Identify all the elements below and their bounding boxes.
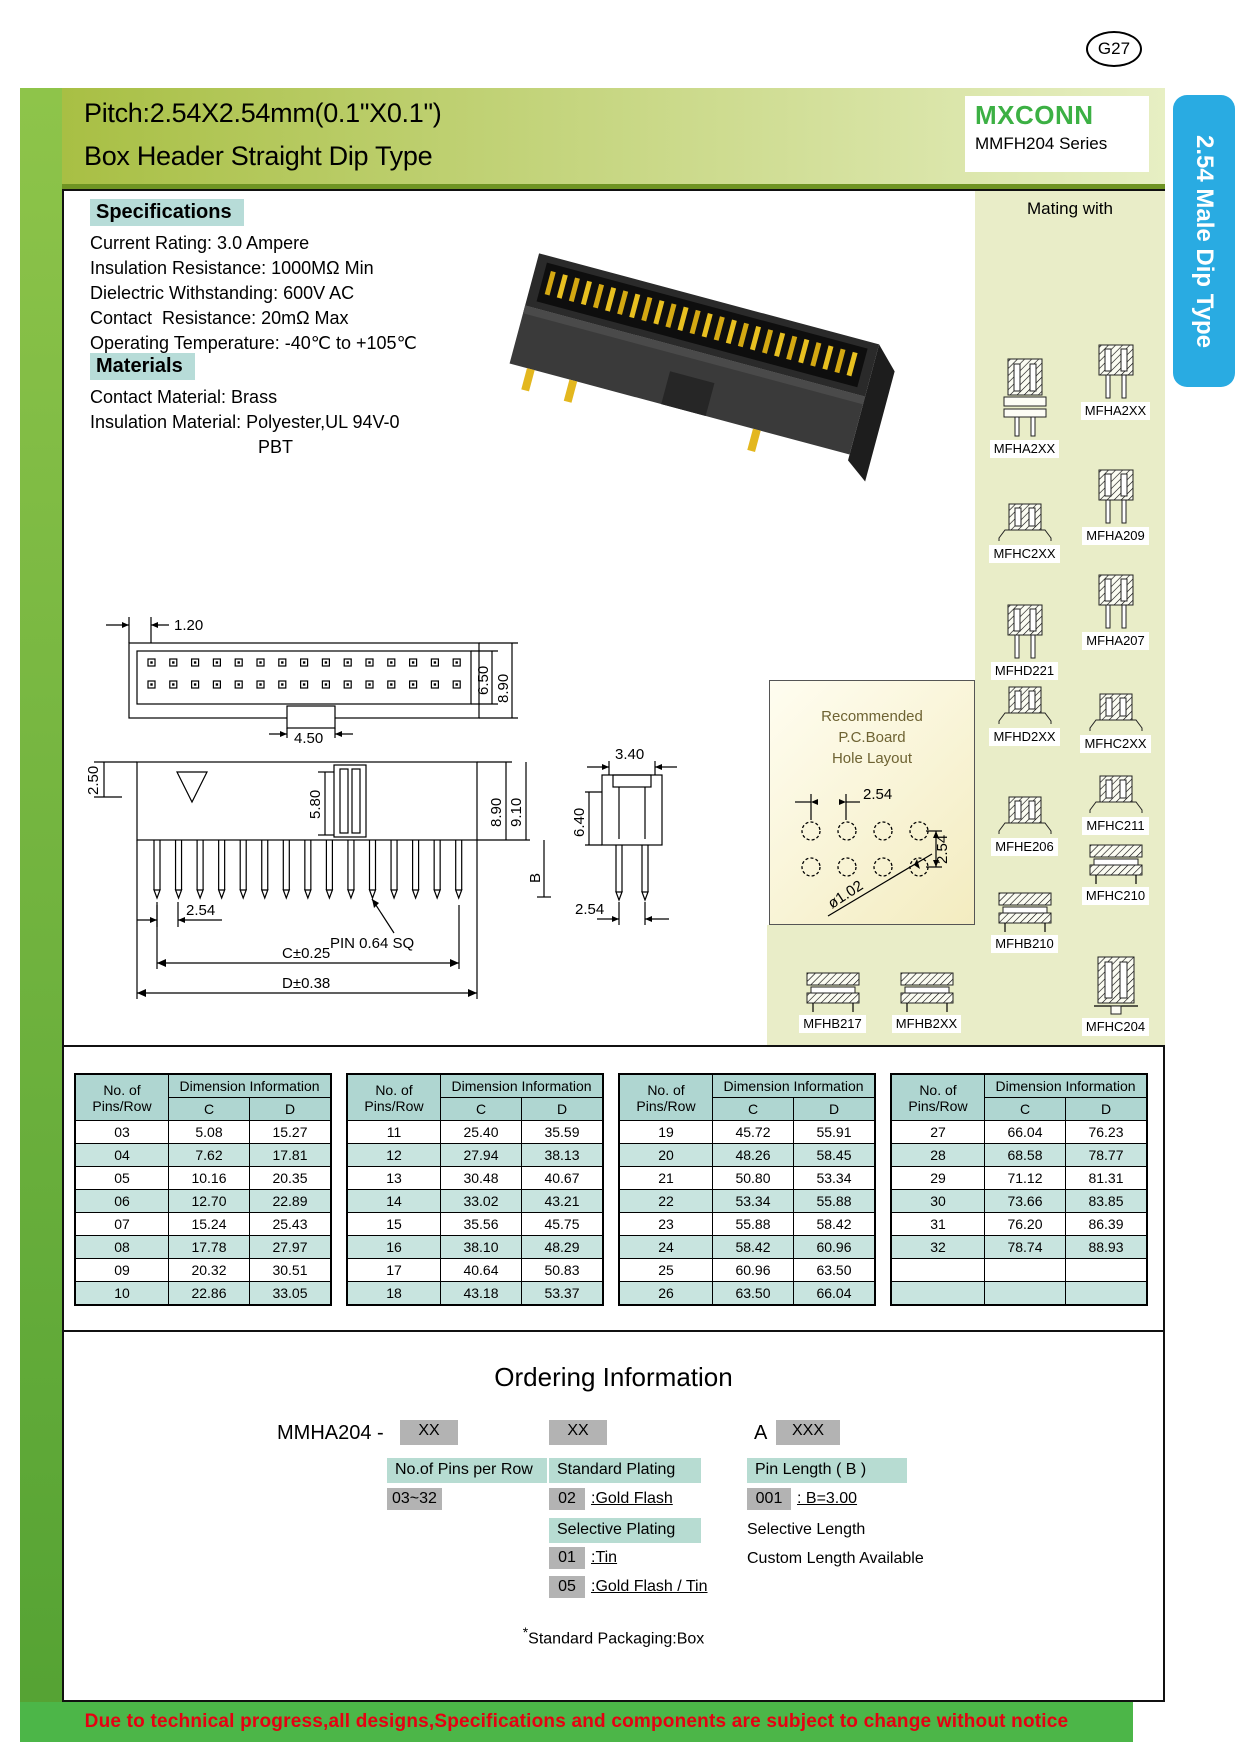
table-cell xyxy=(1066,1282,1148,1306)
section-dimension-tables xyxy=(62,1045,1165,1332)
table-cell: 55.88 xyxy=(713,1213,794,1236)
ordering-option xyxy=(747,1488,857,1510)
table-row xyxy=(619,1213,875,1236)
materials-list xyxy=(90,385,400,460)
table-row xyxy=(891,1121,1147,1144)
table-cell: 43.18 xyxy=(441,1282,522,1306)
table-cell: 71.12 xyxy=(985,1167,1066,1190)
material-line: PBT xyxy=(258,437,294,457)
table-cell: 27.94 xyxy=(441,1144,522,1167)
table-cell: 22 xyxy=(619,1190,713,1213)
col-header-pins: No. of Pins/Row xyxy=(619,1074,713,1121)
table-cell: 88.93 xyxy=(1066,1236,1148,1259)
mating-part xyxy=(977,796,1072,856)
ordering-option xyxy=(549,1547,617,1569)
table-cell: 17 xyxy=(347,1259,441,1282)
pin-length-header: Pin Length ( B ) xyxy=(747,1458,907,1483)
table-row xyxy=(891,1190,1147,1213)
brand-box xyxy=(965,96,1149,172)
selective-length-note: Selective Length xyxy=(747,1521,866,1538)
section-ordering xyxy=(62,1330,1165,1702)
table-row xyxy=(347,1236,603,1259)
svg-text:2.54: 2.54 xyxy=(186,902,216,919)
mating-part-label: MFHC2XX xyxy=(1080,735,1150,753)
table-row xyxy=(75,1236,331,1259)
hole-pattern-drawing xyxy=(770,776,974,924)
page-title-line2: Box Header Straight Dip Type xyxy=(84,141,433,171)
table-cell xyxy=(891,1259,985,1282)
material-line: Contact Material: Brass xyxy=(90,387,278,407)
connector-diagram-icon xyxy=(1088,574,1144,630)
table-cell: 19 xyxy=(619,1121,713,1144)
mating-part xyxy=(1068,469,1163,545)
connector-diagram-icon xyxy=(897,971,957,1013)
drawing-end-view xyxy=(557,747,707,1042)
table-cell: 33.05 xyxy=(250,1282,332,1306)
table-cell: 76.20 xyxy=(985,1213,1066,1236)
table-cell: 32 xyxy=(891,1236,985,1259)
col-header-c: C xyxy=(985,1098,1066,1121)
table-cell: 63.50 xyxy=(794,1259,876,1282)
table-cell xyxy=(985,1259,1066,1282)
table-cell: 7.62 xyxy=(169,1144,250,1167)
table-cell: 21 xyxy=(619,1167,713,1190)
mating-part xyxy=(1068,574,1163,650)
mating-part xyxy=(1068,775,1163,835)
option-code-box: 02 xyxy=(549,1488,585,1510)
mating-part xyxy=(879,971,974,1033)
table-cell: 53.37 xyxy=(522,1282,604,1306)
table-cell: 22.89 xyxy=(250,1190,332,1213)
svg-text:ø1.02: ø1.02 xyxy=(824,877,867,913)
table-cell: 53.34 xyxy=(713,1190,794,1213)
mating-part xyxy=(977,503,1072,563)
table-cell: 13 xyxy=(347,1167,441,1190)
custom-length-note: Custom Length Available xyxy=(747,1550,924,1567)
dimension-table-4 xyxy=(890,1073,1148,1306)
dimension-table-2 xyxy=(346,1073,604,1306)
table-cell: 05 xyxy=(75,1167,169,1190)
table-cell: 63.50 xyxy=(713,1282,794,1306)
table-cell: 48.26 xyxy=(713,1144,794,1167)
table-row xyxy=(891,1167,1147,1190)
table-cell: 78.74 xyxy=(985,1236,1066,1259)
table-cell: 28 xyxy=(891,1144,985,1167)
table-cell: 26 xyxy=(619,1282,713,1306)
table-cell: 15 xyxy=(347,1213,441,1236)
table-row xyxy=(75,1190,331,1213)
col-header-c: C xyxy=(169,1098,250,1121)
specification-line: Operating Temperature: -40℃ to +105℃ xyxy=(90,333,417,353)
code-box-length: XXX xyxy=(776,1420,840,1445)
part-number-prefix: MMHA204 - xyxy=(277,1422,384,1444)
svg-text:C±0.25: C±0.25 xyxy=(282,945,331,962)
table-row xyxy=(347,1167,603,1190)
svg-text:3.40: 3.40 xyxy=(615,747,645,763)
table-cell: 29 xyxy=(891,1167,985,1190)
page-title-line1: Pitch:2.54X2.54mm(0.1"X0.1") xyxy=(84,98,442,128)
option-label: :Tin xyxy=(591,1549,618,1566)
table-cell: 17.81 xyxy=(250,1144,332,1167)
table-cell: 60.96 xyxy=(794,1236,876,1259)
table-row xyxy=(75,1259,331,1282)
table-row xyxy=(75,1282,331,1306)
table-row xyxy=(619,1190,875,1213)
mating-part-label: MFHC210 xyxy=(1082,887,1149,905)
table-cell: 14 xyxy=(347,1190,441,1213)
table-row xyxy=(347,1121,603,1144)
mating-part-label: MFHC2XX xyxy=(989,545,1059,563)
footnote-text: Standard Packaging:Box xyxy=(528,1630,705,1648)
packaging-footnote xyxy=(64,1624,1163,1648)
table-cell: 22.86 xyxy=(169,1282,250,1306)
left-green-strip xyxy=(20,88,62,1742)
svg-text:D±0.38: D±0.38 xyxy=(282,975,331,992)
table-cell: 24 xyxy=(619,1236,713,1259)
table-cell: 20.35 xyxy=(250,1167,332,1190)
table-cell: 68.58 xyxy=(985,1144,1066,1167)
connector-diagram-icon xyxy=(997,604,1053,660)
col-header-d: D xyxy=(1066,1098,1148,1121)
mating-part-label: MFHC211 xyxy=(1082,817,1148,835)
option-label: :Gold Flash / Tin xyxy=(591,1578,708,1595)
col-header-pins: No. of Pins/Row xyxy=(347,1074,441,1121)
option-label: :Gold Flash xyxy=(591,1490,673,1507)
header xyxy=(62,88,1165,189)
specifications-list xyxy=(90,231,417,356)
mating-part-label: MFHD221 xyxy=(991,662,1058,680)
table-cell: 83.85 xyxy=(1066,1190,1148,1213)
mating-part-label: MFHA2XX xyxy=(1081,402,1150,420)
code-box-pins: XX xyxy=(400,1420,458,1445)
table-cell: 16 xyxy=(347,1236,441,1259)
svg-text:2.54: 2.54 xyxy=(934,834,951,864)
code-box-plating: XX xyxy=(549,1420,607,1445)
ordering-option xyxy=(549,1488,673,1510)
series-name: MMFH204 Series xyxy=(975,134,1108,153)
table-cell: 03 xyxy=(75,1121,169,1144)
table-cell: 58.45 xyxy=(794,1144,876,1167)
page-number: G27 xyxy=(1097,39,1131,58)
table-cell: 30 xyxy=(891,1190,985,1213)
option-code-box: 01 xyxy=(549,1547,585,1569)
mating-part xyxy=(1068,843,1163,905)
col-header-d: D xyxy=(794,1098,876,1121)
pcb-hole-layout-panel xyxy=(769,680,975,925)
svg-text:2.54: 2.54 xyxy=(863,786,893,803)
connector-diagram-icon xyxy=(1092,956,1140,1016)
drawing-side-view xyxy=(82,747,557,1042)
pins-range-box: 03~32 xyxy=(387,1488,442,1510)
svg-text:B: B xyxy=(527,872,544,883)
col-header-pins: No. of Pins/Row xyxy=(891,1074,985,1121)
side-tab-label: 2.54 Male Dip Type xyxy=(1191,134,1218,348)
table-row xyxy=(619,1236,875,1259)
col-header-c: C xyxy=(713,1098,794,1121)
table-row xyxy=(75,1144,331,1167)
svg-text:2.54: 2.54 xyxy=(575,901,605,918)
table-cell xyxy=(985,1282,1066,1306)
mating-part xyxy=(977,358,1072,458)
table-cell: 11 xyxy=(347,1121,441,1144)
table-cell: 55.88 xyxy=(794,1190,876,1213)
table-row xyxy=(75,1167,331,1190)
table-cell: 40.64 xyxy=(441,1259,522,1282)
mating-part-label: MFHB217 xyxy=(799,1015,866,1033)
material-line: Insulation Material: Polyester,UL 94V-0 xyxy=(90,412,400,432)
specification-line: Insulation Resistance: 1000MΩ Min xyxy=(90,258,374,278)
table-cell: 43.21 xyxy=(522,1190,604,1213)
table-cell: 27.97 xyxy=(250,1236,332,1259)
table-row xyxy=(619,1282,875,1306)
dimension-table-1 xyxy=(74,1073,332,1306)
table-cell: 12 xyxy=(347,1144,441,1167)
specification-line: Current Rating: 3.0 Ampere xyxy=(90,233,310,253)
connector-diagram-icon xyxy=(1088,344,1144,400)
option-label: : B=3.00 xyxy=(797,1490,858,1507)
table-row xyxy=(619,1259,875,1282)
specification-line: Dielectric Withstanding: 600V AC xyxy=(90,283,355,303)
svg-text:PIN 0.64 SQ: PIN 0.64 SQ xyxy=(330,935,415,952)
connector-diagram-icon xyxy=(1086,843,1146,885)
table-cell: 31 xyxy=(891,1213,985,1236)
table-row xyxy=(619,1144,875,1167)
svg-text:9.10: 9.10 xyxy=(508,797,525,827)
svg-text:8.90: 8.90 xyxy=(495,673,512,703)
col-header-pins: No. of Pins/Row xyxy=(75,1074,169,1121)
table-cell: 86.39 xyxy=(1066,1213,1148,1236)
standard-plating-header: Standard Plating xyxy=(549,1458,701,1483)
table-row xyxy=(619,1167,875,1190)
connector-diagram-icon xyxy=(1086,775,1146,815)
table-row xyxy=(75,1121,331,1144)
col-header-dim-info: Dimension Information xyxy=(169,1074,332,1098)
table-row xyxy=(619,1121,875,1144)
table-cell: 48.29 xyxy=(522,1236,604,1259)
table-cell: 20.32 xyxy=(169,1259,250,1282)
col-header-c: C xyxy=(441,1098,522,1121)
table-row xyxy=(891,1259,1147,1282)
table-cell: 58.42 xyxy=(794,1213,876,1236)
table-cell: 30.48 xyxy=(441,1167,522,1190)
drawing-front-view xyxy=(94,595,534,745)
mating-part-label: MFHE206 xyxy=(991,838,1058,856)
table-cell: 25 xyxy=(619,1259,713,1282)
side-tab-category xyxy=(1173,95,1235,387)
connector-diagram-icon xyxy=(995,686,1055,726)
svg-text:5.80: 5.80 xyxy=(307,789,324,819)
table-cell: 04 xyxy=(75,1144,169,1167)
table-row xyxy=(891,1213,1147,1236)
table-cell: 58.42 xyxy=(713,1236,794,1259)
section-drawings xyxy=(62,189,1165,1047)
table-row xyxy=(891,1236,1147,1259)
table-cell: 66.04 xyxy=(985,1121,1066,1144)
table-cell: 18 xyxy=(347,1282,441,1306)
mating-part-label: MFHB210 xyxy=(991,935,1058,953)
mating-part-label: MFHA209 xyxy=(1082,527,1149,545)
table-cell: 25.40 xyxy=(441,1121,522,1144)
table-cell: 27 xyxy=(891,1121,985,1144)
table-row xyxy=(75,1213,331,1236)
specification-line: Contact Resistance: 20mΩ Max xyxy=(90,308,349,328)
dimension-table-3 xyxy=(618,1073,876,1306)
col-header-d: D xyxy=(250,1098,332,1121)
footnote-asterisk: * xyxy=(522,1624,529,1640)
svg-text:4.50: 4.50 xyxy=(294,730,324,745)
table-cell: 33.02 xyxy=(441,1190,522,1213)
table-row xyxy=(347,1144,603,1167)
pins-per-row-header: No.of Pins per Row xyxy=(387,1458,547,1483)
table-cell: 07 xyxy=(75,1213,169,1236)
connector-diagram-icon xyxy=(995,503,1055,543)
col-header-dim-info: Dimension Information xyxy=(713,1074,876,1098)
page-number-badge xyxy=(1086,31,1142,67)
connector-diagram-icon xyxy=(995,796,1055,836)
mating-part xyxy=(977,604,1072,680)
mating-part xyxy=(1068,344,1163,420)
table-cell: 10 xyxy=(75,1282,169,1306)
mating-part xyxy=(1068,956,1163,1036)
mating-part xyxy=(1068,693,1163,753)
mating-part-label: MFHA207 xyxy=(1082,632,1149,650)
table-cell: 15.24 xyxy=(169,1213,250,1236)
table-row xyxy=(347,1259,603,1282)
mating-part xyxy=(977,891,1072,953)
mating-part-label: MFHB2XX xyxy=(892,1015,961,1033)
table-row xyxy=(347,1282,603,1306)
pcb-hole-layout-label-line: P.C.Board xyxy=(838,729,906,746)
svg-text:2.50: 2.50 xyxy=(85,765,102,795)
table-cell: 81.31 xyxy=(1066,1167,1148,1190)
ordering-option xyxy=(549,1576,708,1598)
col-header-dim-info: Dimension Information xyxy=(441,1074,604,1098)
pcb-hole-layout-label-line: Recommended xyxy=(821,708,923,725)
page-title xyxy=(84,92,441,178)
table-cell: 35.59 xyxy=(522,1121,604,1144)
table-cell: 5.08 xyxy=(169,1121,250,1144)
table-cell: 60.96 xyxy=(713,1259,794,1282)
table-cell: 35.56 xyxy=(441,1213,522,1236)
footer-bar xyxy=(20,1702,1133,1742)
footer-disclaimer: Due to technical progress,all designs,Specifications and components are subject to change without notice xyxy=(84,1711,1069,1732)
selective-plating-header: Selective Plating xyxy=(549,1518,701,1543)
materials-heading: Materials xyxy=(90,353,195,380)
table-cell: 73.66 xyxy=(985,1190,1066,1213)
table-cell: 15.27 xyxy=(250,1121,332,1144)
table-cell: 08 xyxy=(75,1236,169,1259)
mating-heading: Mating with xyxy=(1027,199,1113,218)
table-cell: 23 xyxy=(619,1213,713,1236)
table-row xyxy=(347,1190,603,1213)
mating-part xyxy=(785,971,880,1033)
table-cell: 50.80 xyxy=(713,1167,794,1190)
mating-part-label: MFHA2XX xyxy=(990,440,1059,458)
table-cell: 45.75 xyxy=(522,1213,604,1236)
table-cell: 50.83 xyxy=(522,1259,604,1282)
ordering-title: Ordering Information xyxy=(494,1362,733,1392)
code-prefix-a: A xyxy=(754,1422,768,1444)
table-cell: 25.43 xyxy=(250,1213,332,1236)
table-cell: 38.10 xyxy=(441,1236,522,1259)
svg-text:1.20: 1.20 xyxy=(174,617,204,634)
svg-text:8.90: 8.90 xyxy=(488,797,505,827)
svg-text:6.40: 6.40 xyxy=(571,807,588,837)
connector-diagram-icon xyxy=(997,358,1053,438)
pcb-hole-layout-label-line: Hole Layout xyxy=(831,750,913,767)
table-cell: 38.13 xyxy=(522,1144,604,1167)
table-cell: 53.34 xyxy=(794,1167,876,1190)
table-cell: 12.70 xyxy=(169,1190,250,1213)
table-cell: 06 xyxy=(75,1190,169,1213)
col-header-dim-info: Dimension Information xyxy=(985,1074,1148,1098)
connector-diagram-icon xyxy=(1086,693,1146,733)
mating-part-label: MFHC204 xyxy=(1082,1018,1149,1036)
table-cell xyxy=(891,1282,985,1306)
connector-diagram-icon xyxy=(1088,469,1144,525)
table-cell: 78.77 xyxy=(1066,1144,1148,1167)
specifications-heading: Specifications xyxy=(90,199,244,226)
pin1-triangle-marker xyxy=(177,772,207,802)
mating-part-label: MFHD2XX xyxy=(989,728,1059,746)
table-cell: 55.91 xyxy=(794,1121,876,1144)
table-cell: 45.72 xyxy=(713,1121,794,1144)
option-code-box: 05 xyxy=(549,1576,585,1598)
table-row xyxy=(891,1144,1147,1167)
mating-part xyxy=(977,686,1072,746)
mating-panel xyxy=(975,191,1165,1045)
connector-diagram-icon xyxy=(803,971,863,1013)
table-cell: 66.04 xyxy=(794,1282,876,1306)
connector-diagram-icon xyxy=(995,891,1055,933)
table-cell: 30.51 xyxy=(250,1259,332,1282)
brand-logo: MXCONN xyxy=(975,100,1094,130)
pcb-hole-layout-label xyxy=(770,706,974,769)
table-row xyxy=(891,1282,1147,1306)
table-cell: 17.78 xyxy=(169,1236,250,1259)
table-cell: 40.67 xyxy=(522,1167,604,1190)
connector-3d-render xyxy=(464,229,934,529)
table-cell: 09 xyxy=(75,1259,169,1282)
option-code-box: 001 xyxy=(747,1488,791,1510)
table-row xyxy=(347,1213,603,1236)
table-cell: 10.16 xyxy=(169,1167,250,1190)
mating-panel-bottom xyxy=(767,925,975,1045)
table-cell: 20 xyxy=(619,1144,713,1167)
svg-text:6.50: 6.50 xyxy=(475,665,492,695)
table-cell: 76.23 xyxy=(1066,1121,1148,1144)
col-header-d: D xyxy=(522,1098,604,1121)
table-cell xyxy=(1066,1259,1148,1282)
